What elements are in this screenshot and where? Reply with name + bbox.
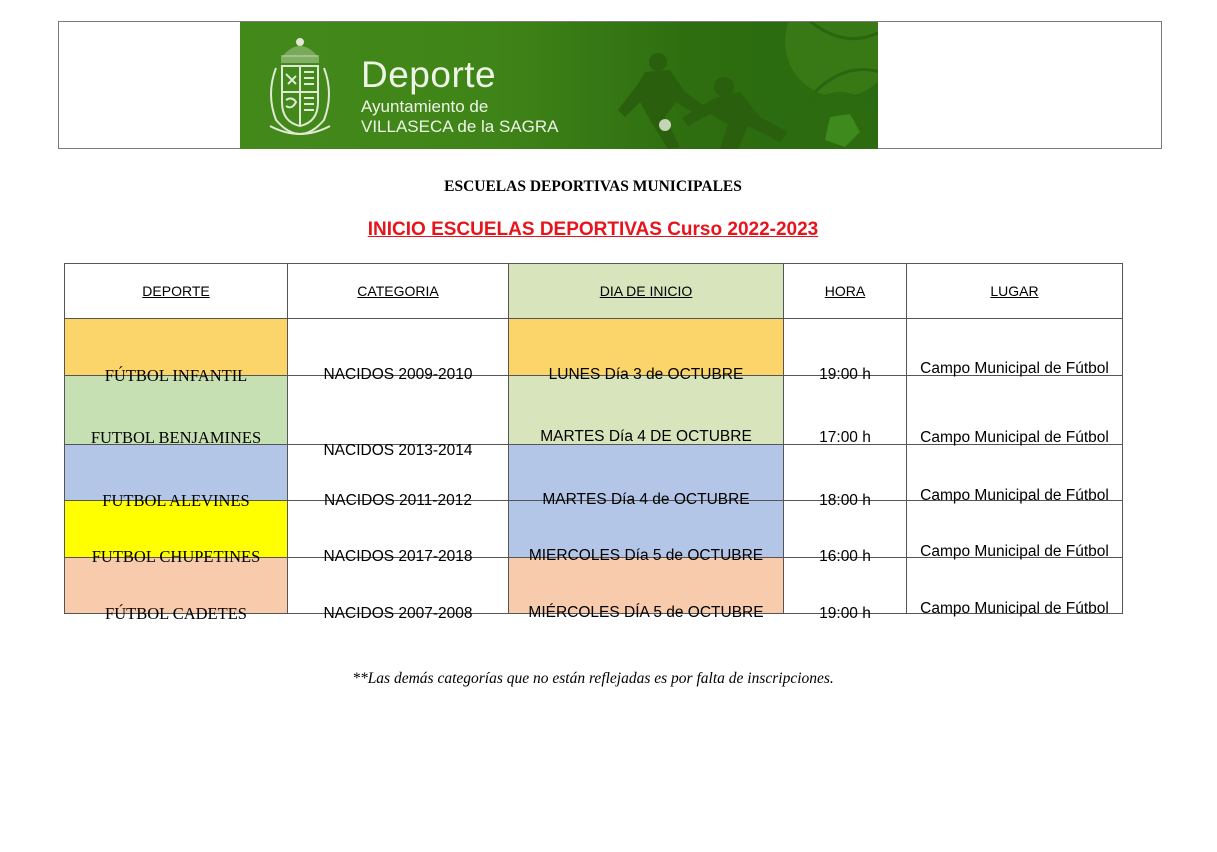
table-row xyxy=(65,445,1123,501)
start-day-value: MIERCOLES Día 5 de OCTUBRE xyxy=(528,547,764,564)
sport-name: FUTBOL CHUPETINES xyxy=(91,547,261,566)
brand-subtitle-line1: Ayuntamiento de xyxy=(361,97,489,116)
start-day-cell xyxy=(509,319,784,383)
table-header-row xyxy=(65,264,1123,319)
sport-name: FUTBOL ALEVINES xyxy=(102,490,250,510)
category-value: NACIDOS 2007-2008 xyxy=(323,604,473,622)
header-time: HORA xyxy=(784,264,907,319)
header-category: CATEGORIA xyxy=(288,264,509,319)
category-value: NACIDOS 2017-2018 xyxy=(323,548,473,565)
category-cell xyxy=(288,319,509,383)
header-sport: DEPORTE xyxy=(65,264,288,319)
sport-name: FÚTBOL CADETES xyxy=(105,603,247,623)
header-start-day: DIA DE INICIO xyxy=(509,264,784,319)
table-row xyxy=(65,319,1123,376)
sport-cell xyxy=(65,319,288,385)
time-value: 19:00 h xyxy=(819,366,871,383)
start-day-value: LUNES Día 3 de OCTUBRE xyxy=(548,366,744,383)
place-cell xyxy=(907,319,1123,376)
time-cell xyxy=(784,376,907,445)
sport-name: FÚTBOL INFANTIL xyxy=(104,366,248,385)
sport-name: FUTBOL BENJAMINES xyxy=(90,428,262,447)
category-value: NACIDOS 2011-2012 xyxy=(324,491,472,509)
place-value: Campo Municipal de Fútbol xyxy=(920,360,1109,377)
place-cell xyxy=(907,445,1123,504)
schedule-table xyxy=(64,263,1123,623)
category-value: NACIDOS 2013-2014 xyxy=(323,442,473,459)
start-day-cell xyxy=(509,376,784,445)
place-value: Campo Municipal de Fútbol xyxy=(920,599,1109,617)
footnote: **Las demás categorías que no están reflejadas es por falta de inscripciones. xyxy=(352,670,834,687)
start-day-value: MARTES Día 4 de OCTUBRE xyxy=(542,490,750,508)
time-value: 17:00 h xyxy=(819,429,871,446)
sport-cell xyxy=(65,445,288,510)
start-day-value: MIÉRCOLES DÍA 5 de OCTUBRE xyxy=(528,603,764,621)
place-cell xyxy=(907,501,1123,558)
place-value: Campo Municipal de Fútbol xyxy=(920,486,1109,504)
place-cell xyxy=(907,558,1123,617)
start-day-value: MARTES Día 4 DE OCTUBRE xyxy=(540,428,752,445)
start-day-cell xyxy=(509,558,784,621)
time-value: 16:00 h xyxy=(819,548,871,565)
time-value: 19:00 h xyxy=(819,604,871,622)
deporte-banner xyxy=(240,22,878,149)
start-day-cell xyxy=(509,445,784,508)
document-title: ESCUELAS DEPORTIVAS MUNICIPALES xyxy=(444,178,742,195)
place-value: Campo Municipal de Fútbol xyxy=(920,543,1109,560)
place-cell xyxy=(907,376,1123,445)
time-value: 18:00 h xyxy=(819,491,871,509)
document-subtitle: INICIO ESCUELAS DEPORTIVAS Curso 2022-2023 xyxy=(367,219,819,240)
municipal-crest-icon xyxy=(262,34,338,138)
header-box xyxy=(58,21,1162,149)
time-cell xyxy=(784,445,907,509)
category-value: NACIDOS 2009-2010 xyxy=(323,366,473,383)
place-value: Campo Municipal de Fútbol xyxy=(920,429,1109,446)
header-place: LUGAR xyxy=(907,264,1123,319)
time-cell xyxy=(784,319,907,383)
start-day-cell xyxy=(509,501,784,564)
category-cell xyxy=(288,376,509,459)
brand-title: Deporte xyxy=(361,54,497,95)
brand-subtitle-line2: VILLASECA de la SAGRA xyxy=(361,117,559,136)
